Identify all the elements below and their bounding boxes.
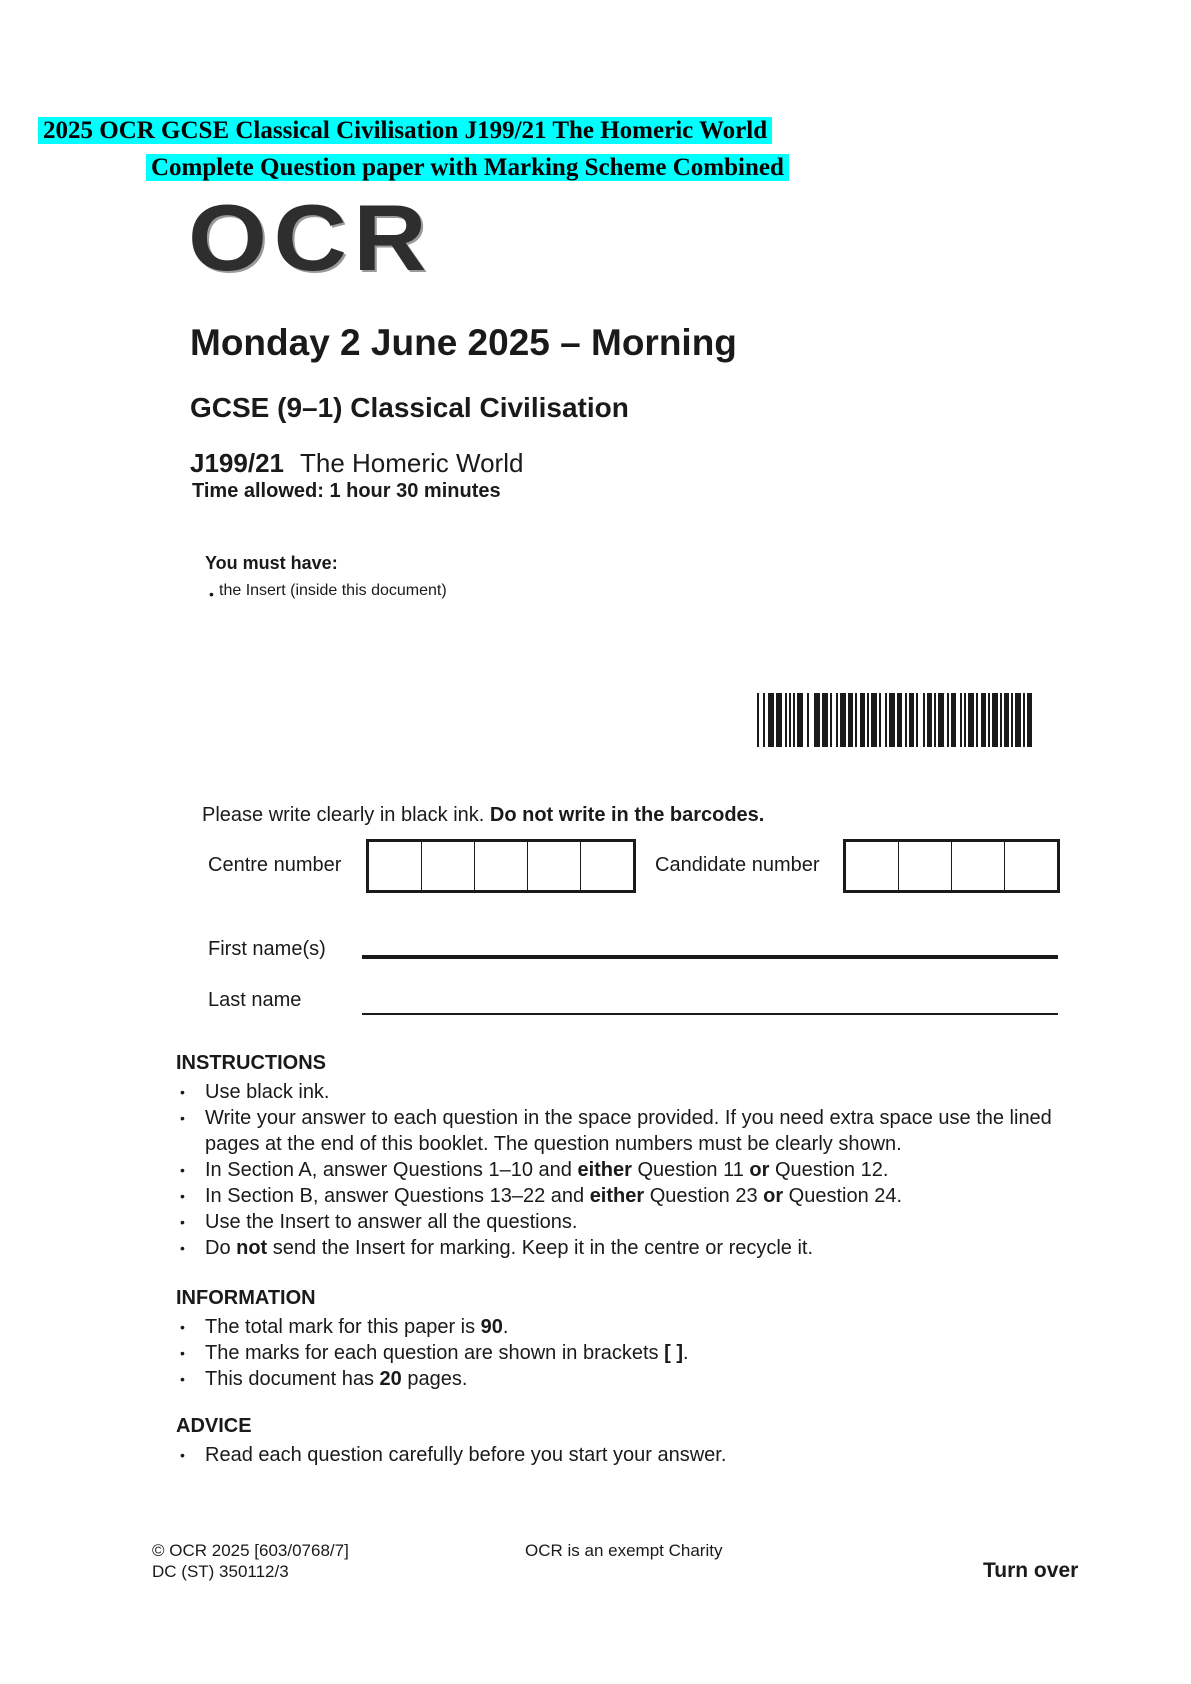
bullet-dot-icon: • — [180, 1371, 185, 1387]
exam-date-title: Monday 2 June 2025 – Morning — [190, 322, 737, 363]
advice-heading: ADVICE — [176, 1415, 252, 1437]
barcode-bar — [848, 693, 853, 747]
bullet-text: The total mark for this paper is 90. — [205, 1316, 509, 1338]
must-have-list — [205, 581, 725, 601]
copyright-line: © OCR 2025 [603/0768/7] — [152, 1541, 349, 1560]
bullet-text: In Section A, answer Questions 1–10 and either Question 11 or Question 12. — [205, 1159, 889, 1181]
ocr-logo: OCR — [188, 185, 434, 290]
candidate-number-label: Candidate number — [655, 854, 820, 876]
bullet-text: In Section B, answer Questions 13–22 and either Question 23 or Question 24. — [205, 1185, 903, 1207]
bullet-item — [176, 1340, 1060, 1366]
number-cell[interactable] — [846, 842, 898, 890]
barcode-bar — [1027, 693, 1032, 747]
bullet-dot-icon: • — [180, 1188, 185, 1204]
time-allowed: Time allowed: 1 hour 30 minutes — [192, 480, 501, 502]
barcode-bar — [836, 693, 838, 747]
barcode-bar — [822, 693, 828, 747]
turn-over-label: Turn over — [983, 1559, 1079, 1582]
barcode-bar — [807, 693, 809, 747]
barcode-bar — [1000, 693, 1002, 747]
bullet-dot-icon: • — [180, 1162, 185, 1178]
number-cell[interactable] — [474, 842, 527, 890]
banner-line-1-text: 2025 OCR GCSE Classical Civilisation J199/21 The Homeric World — [38, 117, 772, 144]
barcode-bar — [889, 693, 895, 747]
must-have-heading: You must have: — [205, 553, 338, 573]
information-section — [176, 1285, 1060, 1392]
information-heading: INFORMATION — [176, 1287, 316, 1309]
centre-number-grid[interactable] — [366, 839, 636, 893]
number-cell[interactable] — [369, 842, 421, 890]
bullet-dot-icon: • — [180, 1214, 185, 1230]
barcode-bar — [879, 693, 881, 747]
highlight-banner — [38, 112, 789, 186]
number-cell[interactable] — [580, 842, 633, 890]
bullet-text: Do not send the Insert for marking. Keep it in the centre or recycle it. — [205, 1237, 814, 1259]
bullet-dot-icon: • — [180, 1447, 185, 1463]
barcode-bar — [992, 693, 998, 747]
barcode-bar — [871, 693, 877, 747]
bullet-text: The marks for each question are shown in brackets [ ]. — [205, 1342, 689, 1364]
barcode-bar — [968, 693, 974, 747]
number-cell[interactable] — [527, 842, 580, 890]
barcode-bar — [830, 693, 832, 747]
barcode-bar — [934, 693, 936, 747]
bullet-dot-icon: • — [180, 1240, 185, 1256]
barcode-bar — [938, 693, 944, 747]
barcode-bar — [916, 693, 918, 747]
write-clearly-note — [202, 804, 764, 827]
bullet-item — [176, 1314, 1060, 1340]
bullet-dot-icon: • — [180, 1084, 185, 1100]
bullet-text: Use the Insert to answer all the questions. — [205, 1211, 578, 1233]
bullet-item — [176, 1235, 1060, 1261]
barcode-bar — [785, 693, 787, 747]
write-clearly-normal: Please write clearly in black ink. — [202, 804, 490, 826]
paper-name: The Homeric World — [299, 448, 524, 478]
bullet-dot-icon: • — [180, 1345, 185, 1361]
barcode-bar — [793, 693, 795, 747]
barcode-bar — [1011, 693, 1013, 747]
bullet-dot-icon: • — [180, 1319, 185, 1335]
barcode-bar — [757, 693, 759, 747]
first-name-label: First name(s) — [208, 938, 326, 960]
bullet-item — [176, 1209, 1060, 1235]
qualification-title: GCSE (9–1) Classical Civilisation — [190, 392, 629, 423]
banner-line-2-text: Complete Question paper with Marking Scheme Combined — [146, 154, 789, 181]
bullet-item — [205, 581, 725, 601]
number-cell[interactable] — [898, 842, 951, 890]
bullet-item — [176, 1442, 1060, 1468]
barcode-bar — [768, 693, 774, 747]
charity-note: OCR is an exempt Charity — [525, 1541, 723, 1560]
instructions-section — [176, 1050, 1060, 1261]
banner-line-2 — [38, 149, 789, 186]
bullet-item — [176, 1079, 1060, 1105]
number-cell[interactable] — [951, 842, 1004, 890]
paper-code: J199/21 — [190, 448, 284, 478]
instructions-heading: INSTRUCTIONS — [176, 1052, 326, 1074]
barcode-bar — [763, 693, 765, 747]
barcode-bar — [960, 693, 962, 747]
advice-section — [176, 1413, 1060, 1468]
must-have-block — [205, 551, 725, 601]
barcode-bar — [923, 693, 925, 747]
bullet-item — [176, 1183, 1060, 1209]
bullet-text: the Insert (inside this document) — [219, 582, 447, 599]
first-name-input-line[interactable] — [362, 955, 1058, 959]
bullet-item — [176, 1366, 1060, 1392]
bullet-dot-icon: • — [180, 1110, 185, 1126]
barcode-bar — [981, 693, 986, 747]
barcode-bar — [1015, 693, 1021, 747]
bullet-item — [176, 1105, 1060, 1157]
barcode-bar — [909, 693, 914, 747]
number-cell[interactable] — [1004, 842, 1057, 890]
instructions-list — [176, 1079, 1060, 1261]
barcode-bar — [855, 693, 857, 747]
barcode-bar — [885, 693, 887, 747]
barcode-bar — [860, 693, 865, 747]
advice-list — [176, 1442, 1060, 1468]
candidate-number-grid[interactable] — [843, 839, 1060, 893]
barcode-bar — [840, 693, 846, 747]
barcode-bar — [789, 693, 791, 747]
bullet-text: Use black ink. — [205, 1081, 330, 1103]
barcode-bar — [964, 693, 966, 747]
barcode-bar — [814, 693, 820, 747]
paper-line — [190, 448, 523, 479]
last-name-input-line[interactable] — [362, 1013, 1058, 1015]
write-clearly-bold: Do not write in the barcodes. — [489, 804, 765, 826]
barcode-bar — [776, 693, 782, 747]
last-name-label: Last name — [208, 989, 302, 1011]
barcode-bar — [867, 693, 869, 747]
barcode-bar — [897, 693, 902, 747]
banner-line-1 — [38, 112, 789, 149]
barcode-bar — [1023, 693, 1025, 747]
number-cell[interactable] — [421, 842, 474, 890]
barcode-bar — [976, 693, 978, 747]
barcode-bar — [905, 693, 907, 747]
barcode-bar — [951, 693, 956, 747]
barcode-bar — [927, 693, 932, 747]
bullet-text: This document has 20 pages. — [205, 1368, 468, 1390]
bullet-text: Write your answer to each question in the space provided. If you need extra space use the lined pages at the end of this booklet. The question numbers must be clearly shown. — [205, 1107, 1052, 1155]
bullet-item — [176, 1157, 1060, 1183]
dc-code-line: DC (ST) 350112/3 — [152, 1562, 289, 1581]
barcode-bar — [947, 693, 949, 747]
information-list — [176, 1314, 1060, 1392]
barcode — [757, 693, 1039, 747]
barcode-bar — [1004, 693, 1009, 747]
barcode-bar — [797, 693, 803, 747]
footer-left-block — [152, 1540, 349, 1582]
barcode-bar — [988, 693, 990, 747]
centre-number-label: Centre number — [208, 854, 342, 876]
bullet-text: Read each question carefully before you start your answer. — [205, 1444, 727, 1466]
bullet-dot-icon: • — [209, 586, 214, 602]
